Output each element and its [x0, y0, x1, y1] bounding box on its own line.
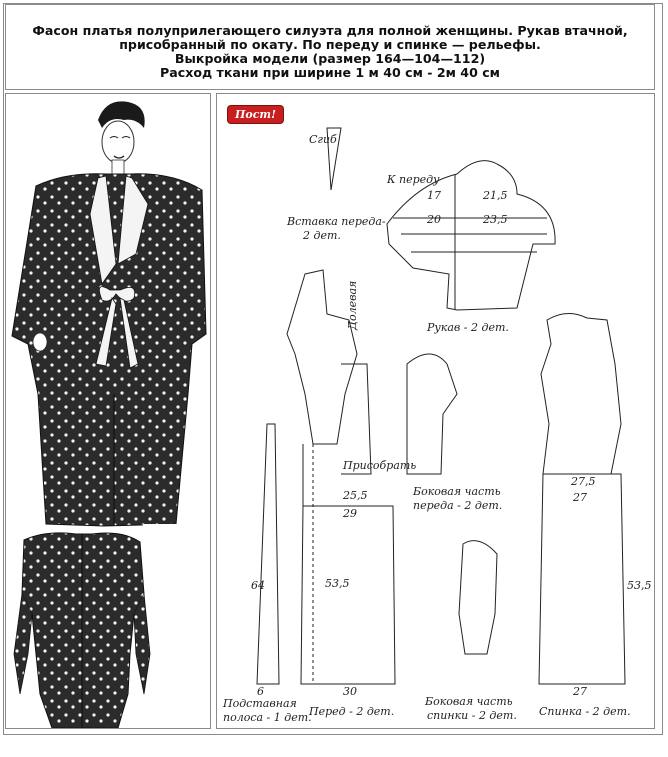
measure-front-53-5: 53,5 — [325, 577, 350, 590]
label-front-side-2: переда - 2 дет. — [413, 499, 503, 512]
label-facing-2: полоса - 1 дет. — [223, 711, 312, 724]
label-front-side-1: Боковая часть — [413, 485, 501, 498]
back-shape — [541, 313, 621, 474]
description-header — [5, 4, 655, 90]
measure-front-29: 29 — [343, 507, 357, 520]
label-front-insert-1: Вставка переда- — [287, 215, 386, 228]
front-view-figure — [12, 101, 206, 526]
label-front: Перед - 2 дет. — [309, 705, 395, 718]
label-fold: Сгиб — [309, 133, 337, 146]
measure-front-25-5: 25,5 — [343, 489, 368, 502]
pattern-draft-panel — [216, 93, 655, 729]
label-sleeve: Рукав - 2 дет. — [427, 321, 509, 334]
back-view-figure — [14, 524, 211, 729]
label-facing-1: Подставная — [223, 697, 297, 710]
measure-facing-64: 64 — [251, 579, 265, 592]
measure-sleeve-17: 17 — [427, 189, 441, 202]
dress-illustration — [6, 94, 211, 729]
measure-back-27-bottom: 27 — [573, 685, 587, 698]
post-badge: Пост! — [228, 106, 283, 123]
label-back-side-2: спинки - 2 дет. — [427, 709, 517, 722]
header-line-2: присобранный по окату. По переду и спинке — рельефы. — [119, 37, 541, 52]
measure-sleeve-21-5: 21,5 — [483, 189, 508, 202]
back-side-shape — [459, 541, 497, 654]
measure-facing-6: 6 — [257, 685, 264, 698]
label-back: Спинка - 2 дет. — [539, 705, 631, 718]
measure-back-53-5: 53,5 — [627, 579, 652, 592]
measure-back-27-5: 27,5 — [571, 475, 596, 488]
label-front-insert-2: 2 дет. — [303, 229, 341, 242]
label-back-side-1: Боковая часть — [425, 695, 513, 708]
label-front-line: К переду — [387, 173, 440, 186]
measure-front-30: 30 — [343, 685, 357, 698]
measure-sleeve-23-5: 23,5 — [483, 213, 508, 226]
label-gather: Присобрать — [343, 459, 417, 472]
label-grain: Долевая — [346, 280, 359, 330]
header-line-1: Фасон платья полуприлегающего силуэта для полной женщины. Рукав втачной, — [32, 23, 628, 38]
front-side-shape — [407, 354, 457, 474]
measure-sleeve-20: 20 — [427, 213, 441, 226]
measure-back-27: 27 — [573, 491, 587, 504]
facing-strip-shape — [257, 424, 279, 684]
dress-illustration-panel — [5, 93, 211, 729]
header-line-4: Расход ткани при ширине 1 м 40 см - 2м 40 см — [160, 65, 500, 80]
header-line-3: Выкройка модели (размер 164—104—112) — [174, 51, 486, 66]
